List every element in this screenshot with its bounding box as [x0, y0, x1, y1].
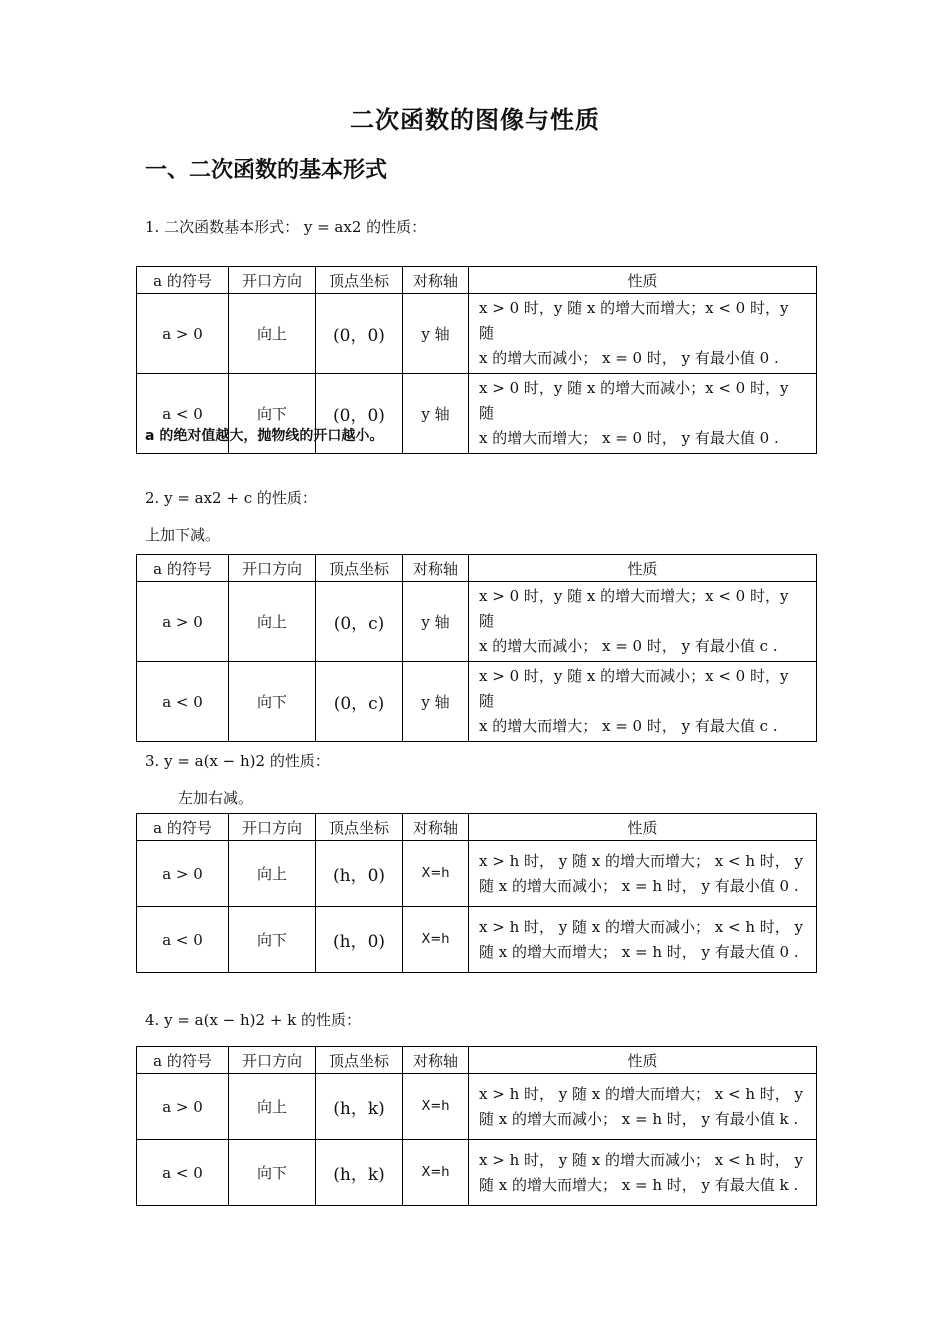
header-properties: 性质 — [469, 814, 817, 841]
header-axis: 对称轴 — [403, 267, 469, 294]
page-title: 二次函数的图像与性质 — [350, 106, 600, 134]
header-axis: 对称轴 — [403, 1047, 469, 1074]
cell-sign: a > 0 — [137, 1074, 229, 1140]
property-line: 随 x 的增大而增大； x = h 时， y 有最大值 k . — [479, 1175, 799, 1194]
cell-direction: 向上 — [229, 294, 316, 374]
cell-axis: X=h — [403, 841, 469, 907]
cell-vertex: (0，c) — [316, 662, 403, 742]
property-line: 随 x 的增大而增大； x = h 时， y 有最大值 0 . — [479, 942, 799, 961]
cell-vertex: (h，k) — [316, 1140, 403, 1206]
table-header-row — [137, 555, 817, 582]
header-properties: 性质 — [469, 1047, 817, 1074]
abs-value-note: a 的绝对值越大，抛物线的开口越小。 — [145, 428, 384, 444]
cell-sign: a < 0 — [137, 1140, 229, 1206]
header-properties: 性质 — [469, 267, 817, 294]
cell-axis: X=h — [403, 907, 469, 973]
table-header-row — [137, 267, 817, 294]
item-2-label: 2. y = ax2 + c 的性质： — [145, 489, 317, 507]
header-sign: a 的符号 — [137, 1047, 229, 1074]
item-4-label: 4. y = a(x − h)2 + k 的性质： — [145, 1011, 362, 1029]
table-row — [137, 662, 817, 742]
table-header-row — [137, 814, 817, 841]
property-line: x > 0 时，y 随 x 的增大而减小；x < 0 时，y 随 — [479, 379, 789, 422]
header-sign: a 的符号 — [137, 267, 229, 294]
cell-axis: y 轴 — [403, 662, 469, 742]
header-vertex: 顶点坐标 — [316, 267, 403, 294]
table-row — [137, 1074, 817, 1140]
property-line: x 的增大而减小； x = 0 时， y 有最小值 0 . — [479, 349, 779, 367]
cell-vertex: (0，0) — [316, 374, 403, 454]
property-line: x > h 时， y 随 x 的增大而减小； x < h 时， y — [479, 1150, 804, 1169]
cell-properties — [469, 1074, 817, 1140]
property-line: 随 x 的增大而减小； x = h 时， y 有最小值 k . — [479, 1109, 799, 1128]
header-properties: 性质 — [469, 555, 817, 582]
item-2-note: 上加下减。 — [145, 526, 221, 544]
table-4 — [136, 1046, 817, 1206]
cell-direction: 向下 — [229, 374, 316, 454]
cell-vertex: (0，c) — [316, 582, 403, 662]
property-line: x 的增大而增大； x = 0 时， y 有最大值 0 . — [479, 429, 779, 447]
cell-axis: y 轴 — [403, 374, 469, 454]
cell-sign: a > 0 — [137, 841, 229, 907]
table-header-row — [137, 1047, 817, 1074]
cell-vertex: (0，0) — [316, 294, 403, 374]
property-line: x 的增大而增大； x = 0 时， y 有最大值 c . — [479, 717, 778, 735]
property-line: x > h 时， y 随 x 的增大而减小； x < h 时， y — [479, 917, 804, 936]
property-line: x 的增大而减小； x = 0 时， y 有最小值 c . — [479, 637, 778, 655]
cell-direction: 向下 — [229, 1140, 316, 1206]
cell-properties — [469, 1140, 817, 1206]
header-sign: a 的符号 — [137, 555, 229, 582]
table-row — [137, 294, 817, 374]
cell-sign: a > 0 — [137, 294, 229, 374]
property-line: x > 0 时，y 随 x 的增大而增大；x < 0 时，y 随 — [479, 587, 789, 630]
property-line: x > h 时， y 随 x 的增大而增大； x < h 时， y — [479, 851, 804, 870]
cell-axis: y 轴 — [403, 294, 469, 374]
cell-axis: X=h — [403, 1140, 469, 1206]
header-vertex: 顶点坐标 — [316, 814, 403, 841]
property-line: x > h 时， y 随 x 的增大而增大； x < h 时， y — [479, 1084, 804, 1103]
header-direction: 开口方向 — [229, 1047, 316, 1074]
cell-direction: 向上 — [229, 841, 316, 907]
cell-properties — [469, 841, 817, 907]
cell-vertex: (h，k) — [316, 1074, 403, 1140]
cell-vertex: (h，0) — [316, 907, 403, 973]
cell-sign: a < 0 — [137, 662, 229, 742]
header-direction: 开口方向 — [229, 267, 316, 294]
cell-properties — [469, 662, 817, 742]
cell-axis: X=h — [403, 1074, 469, 1140]
cell-properties — [469, 374, 817, 454]
section-heading: 一、二次函数的基本形式 — [145, 158, 388, 183]
cell-direction: 向上 — [229, 582, 316, 662]
header-axis: 对称轴 — [403, 814, 469, 841]
table-row — [137, 907, 817, 973]
cell-sign: a > 0 — [137, 582, 229, 662]
property-line: x > 0 时，y 随 x 的增大而减小；x < 0 时，y 随 — [479, 667, 789, 710]
table-2 — [136, 554, 817, 742]
header-direction: 开口方向 — [229, 555, 316, 582]
cell-axis: y 轴 — [403, 582, 469, 662]
item-1-label: 1. 二次函数基本形式： y = ax2 的性质： — [145, 218, 427, 236]
cell-vertex: (h，0) — [316, 841, 403, 907]
table-row — [137, 1140, 817, 1206]
table-3 — [136, 813, 817, 973]
property-line: x > 0 时，y 随 x 的增大而增大；x < 0 时，y 随 — [479, 299, 789, 342]
property-line: 随 x 的增大而减小； x = h 时， y 有最小值 0 . — [479, 876, 799, 895]
header-axis: 对称轴 — [403, 555, 469, 582]
item-3-label: 3. y = a(x − h)2 的性质： — [145, 752, 330, 770]
header-vertex: 顶点坐标 — [316, 555, 403, 582]
cell-sign: a < 0 — [137, 374, 229, 454]
cell-direction: 向下 — [229, 907, 316, 973]
cell-properties — [469, 907, 817, 973]
header-direction: 开口方向 — [229, 814, 316, 841]
cell-direction: 向上 — [229, 1074, 316, 1140]
table-row — [137, 841, 817, 907]
table-row — [137, 582, 817, 662]
cell-sign: a < 0 — [137, 907, 229, 973]
header-vertex: 顶点坐标 — [316, 1047, 403, 1074]
cell-direction: 向下 — [229, 662, 316, 742]
header-sign: a 的符号 — [137, 814, 229, 841]
cell-properties — [469, 582, 817, 662]
cell-properties — [469, 294, 817, 374]
item-3-note: 左加右减。 — [178, 789, 254, 807]
